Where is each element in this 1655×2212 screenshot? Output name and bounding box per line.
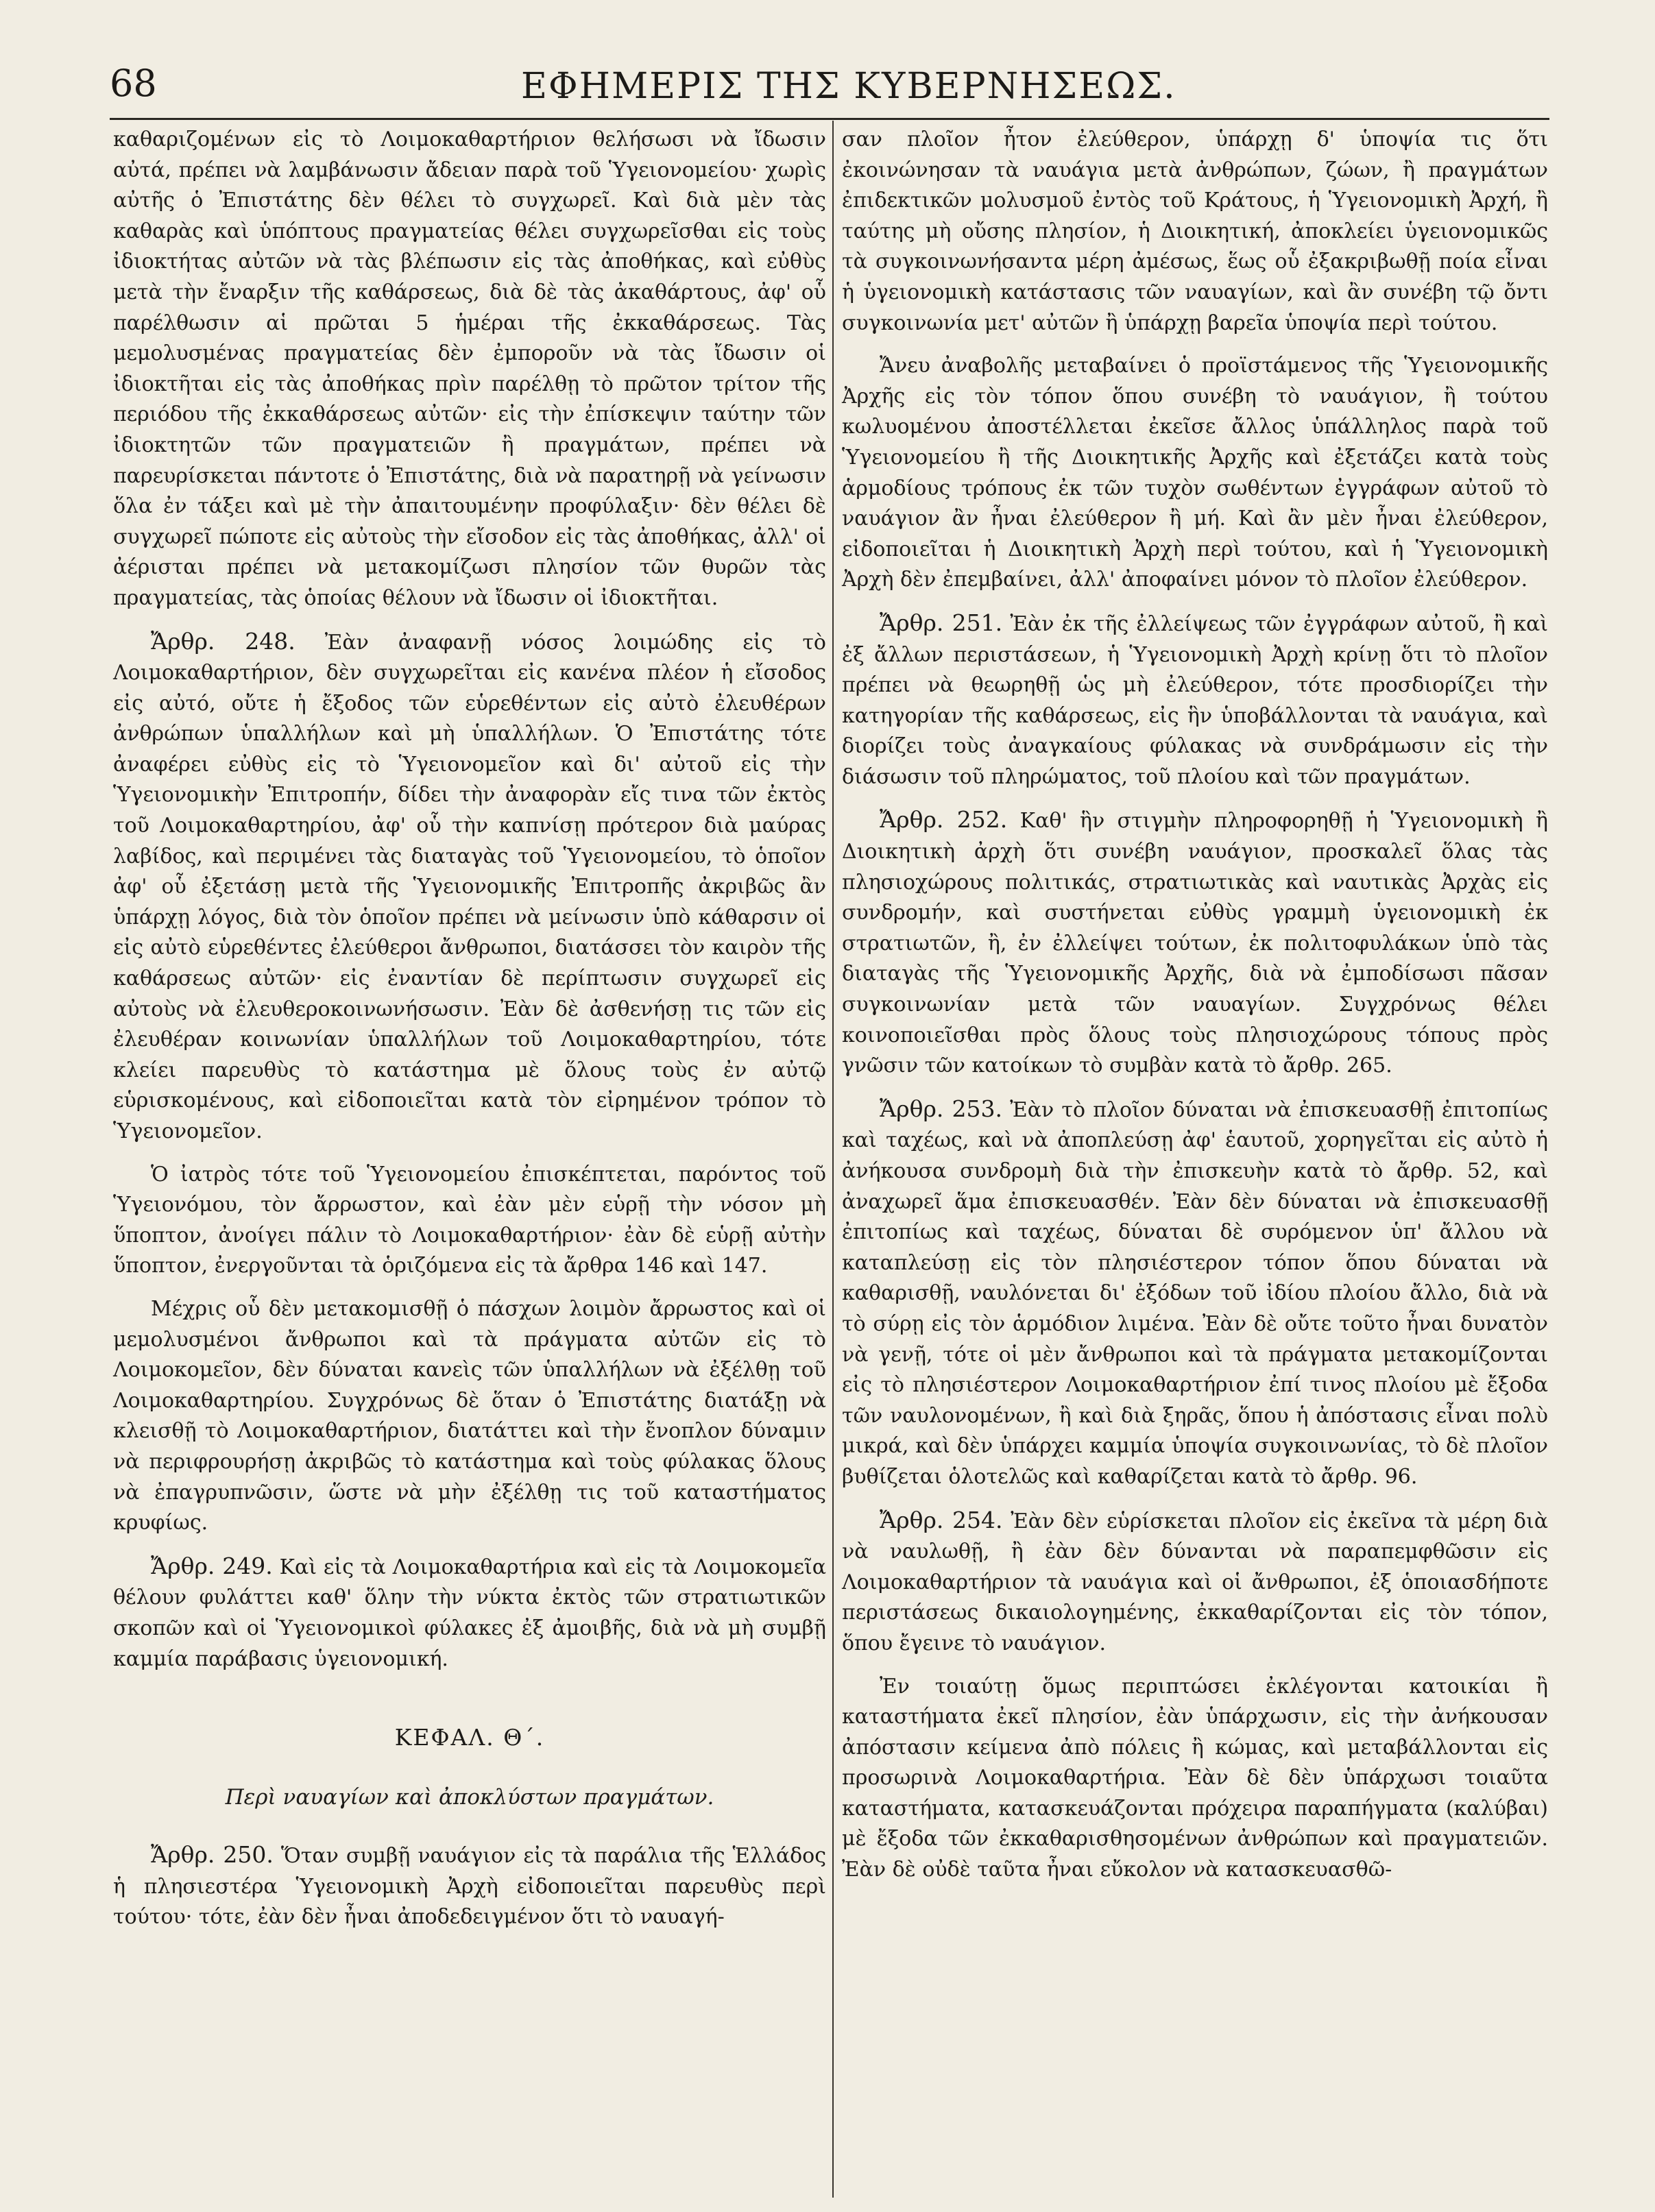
article-248 <box>113 627 826 1147</box>
article-250-text: Ὅταν συμβῇ ναυάγιον εἰς τὰ παράλια τῆς Ἑλλάδος ἡ πλησιεστέρα Ὑγειονομικὴ Ἀρχὴ εἰδοποιεῖται παρευθὺς περὶ τούτου· τότε, ἐὰν δὲν ἦναι ἀποδεδειγμένον ὅτι τὸ ναυαγή- <box>113 1844 826 1930</box>
article-254 <box>842 1505 1548 1660</box>
article-251 <box>842 608 1548 793</box>
header-rule <box>110 118 1549 120</box>
article-253-label: Ἄρθρ. 253. <box>880 1095 1002 1122</box>
left-paragraph-continued: καθαριζομένων εἰς τὸ Λοιμοκαθαρτήριον θελήσωσι νὰ ἴδωσιν αὐτά, πρέπει νὰ λαμβάνωσιν ἄδειαν παρὰ τοῦ Ὑγειονομείου· χωρὶς αὐτῆς ὁ Ἐπιστάτης δὲν θέλει τὸ συγχωρεῖ. Καὶ διὰ μὲν τὰς καθαρὰς καὶ ὑπόπτους πραγματείας θέλει συγχωρεῖσθαι εἰς τοὺς ἰδιοκτήτας αὐτῶν νὰ τὰς βλέπωσιν εἰς τὰς ἀποθήκας, καὶ εὐθὺς μετὰ τὴν ἔναρξιν τῆς καθάρσεως, διὰ δὲ τὰς ἀκαθάρτους, ἀφ' οὗ παρέλθωσιν αἱ πρῶται 5 ἡμέραι τῆς ἐκκαθάρσεως. Τὰς μεμολυσμένας πραγματείας δὲν ἐμποροῦν νὰ τὰς ἴδωσιν οἱ ἰδιοκτῆται εἰς τὰς ἀποθήκας πρὶν παρέλθῃ τὸ πρῶτον τρίτον τῆς περιόδου τῆς ἐκκαθάρσεως αὐτῶν· εἰς τὴν ἐπίσκεψιν ταύτην τῶν ἰδιοκτητῶν τῶν πραγματειῶν ἢ πραγμάτων, πρέπει νὰ παρευρίσκεται πάντοτε ὁ Ἐπιστάτης, διὰ νὰ παρατηρῇ νὰ γείνωσιν ὅλα ἐν τάξει καὶ μὲ τὴν ἀπαιτουμένην προφύλαξιν· δὲν θέλει δὲ συγχωρεῖ πώποτε εἰς αὐτοὺς τὴν εἴσοδον εἰς τὰς ἀποθήκας, ἀλλ' οἱ ἀέρισται πρέπει νὰ μετακομίζωσι πλησίον τῶν θυρῶν τὰς πραγματείας, τὰς ὁποίας θέλουν νὰ ἴδωσιν οἱ ἰδιοκτῆται. <box>113 127 826 610</box>
article-251-text: Ἐὰν ἐκ τῆς ἐλλείψεως τῶν ἐγγράφων αὐτοῦ, ἢ καὶ ἐξ ἄλλων περιστάσεων, ἡ Ὑγειονομικὴ Ἀρχὴ κρίνῃ ὅτι τὸ πλοῖον πρέπει νὰ θεωρηθῇ ὡς μὴ ἐλεύθερον, τότε προσδιορίζει τὴν κατηγορίαν τῆς καθάρσεως, εἰς ἣν ὑποβάλλονται τὰ ναυάγια, καὶ διορίζει τοὺς ἀναγκαίους φύλακας νὰ συνδράμωσιν εἰς τὴν διάσωσιν τοῦ πληρώματος, τοῦ πλοίου καὶ τῶν πραγμάτων. <box>842 611 1549 789</box>
article-252 <box>842 805 1548 1081</box>
chapter-heading: ΚΕΦΑΛ. Θ΄. <box>394 1724 545 1751</box>
running-head-title: ΕΦΗΜΕΡΙΣ ΤΗΣ ΚΥΒΕΡΝΗΣΕΩΣ. <box>521 66 1176 107</box>
article-251-label: Ἄρθρ. 251. <box>880 609 1003 636</box>
article-248-text: Ἐὰν ἀναφανῇ νόσος λοιμώδης εἰς τὸ Λοιμοκαθαρτήριον, δὲν συγχωρεῖται εἰς κανένα πλέον ἡ εἴσοδος εἰς αὐτό, οὔτε ἡ ἔξοδος τῶν εὑρεθέντων εἰς αὐτὸ ἐλευθέρων ἀνθρώπων ὑπαλλήλων καὶ μὴ ὑπαλλήλων. Ὁ Ἐπιστάτης τότε ἀναφέρει εὐθὺς εἰς τὸ Ὑγειονομεῖον καὶ δι' αὐτοῦ εἰς τὴν Ὑγειονομικὴν Ἐπιτροπήν, δίδει τὴν ἀναφορὰν εἴς τινα τῶν ἐκτὸς τοῦ Λοιμοκαθαρτηρίου, ἀφ' οὗ τὴν καπνίσῃ πρότερον διὰ μαύρας λαβίδος, καὶ περιμένει τὰς διαταγὰς τοῦ Ὑγειονομείου, τὸ ὁποῖον ἀφ' οὗ ἐξετάσῃ μετὰ τῆς Ὑγειονομικῆς Ἐπιτροπῆς ἀκριβῶς ἂν ὑπάρχῃ λόγος, διὰ τὸν ὁποῖον πρέπει νὰ μείνωσιν ὑπὸ κάθαρσιν οἱ εἰς αὐτὸ εὑρεθέντες ἐλεύθεροι ἄνθρωποι, διατάσσει τὸν καιρὸν τῆς καθάρσεως αὐτῶν· εἰς ἐναντίαν δὲ περίπτωσιν συγχωρεῖ εἰς αὐτοὺς νὰ ἐλευθεροκοινωνήσωσιν. Ἐὰν δὲ ἀσθενήσῃ τις τῶν εἰς ἐλευθέραν κοινωνίαν ὑπαλλήλων τοῦ Λοιμοκαθαρτηρίου, τότε κλείει παρευθὺς τὸ κατάστημα μὲ ὅλους τοὺς ἐν αὐτῷ εὑρισκομένους, καὶ εἰδοποιεῖται κατὰ τὸν εἰρημένον τρόπον τὸ Ὑγειονομεῖον. <box>113 630 826 1143</box>
article-249-text: Καὶ εἰς τὰ Λοιμοκαθαρτήρια καὶ εἰς τὰ Λοιμοκομεῖα θέλουν φυλάττει καθ' ὅλην τὴν νύκτα ἐκτὸς τῶν στρατιωτικῶν σκοπῶν καὶ οἱ Ὑγειονομικοὶ φύλακες ἐξ ἀμοιβῆς, διὰ νὰ μὴ συμβῇ καμμία παράβασις ὑγειονομική. <box>113 1555 827 1671</box>
right-column <box>842 125 1548 1898</box>
page-number: 68 <box>110 62 157 105</box>
column-divider <box>832 121 834 2198</box>
left-column <box>113 125 826 1945</box>
article-250-label: Ἄρθρ. 250. <box>151 1841 274 1869</box>
article-254-label: Ἄρθρ. 254. <box>880 1506 1003 1533</box>
right-paragraph-inspection: Ἄνευ ἀναβολῆς μεταβαίνει ὁ προϊστάμενος τῆς Ὑγειονομικῆς Ἀρχῆς εἰς τὸν τόπον ὅπου συνέβη τὸ ναυάγιον, ἢ τούτου κωλυομένου ἀποστέλλεται ἐκεῖσε ἄλλος ὑπάλληλος παρὰ τοῦ Ὑγειονομείου ἢ τῆς Διοικητικῆς Ἀρχῆς καὶ ἐξετάζει κατὰ τοὺς ἁρμοδίους τρόπους ἐκ τῶν τυχὸν σωθέντων ἐγγράφων αὐτοῦ τὸ ναυάγιον ἂν ἦναι ἐλεύθερον ἢ μή. Καὶ ἂν μὲν ἦναι ἐλεύθερον, εἰδοποιεῖται ἡ Διοικητικὴ Ἀρχὴ περὶ τούτου, καὶ ἡ Ὑγειονομικὴ Ἀρχὴ δὲν ἐπεμβαίνει, ἀλλ' ἀποφαίνει μόνον τὸ πλοῖον ἐλεύθερον. <box>842 354 1548 592</box>
article-252-label: Ἄρθρ. 252. <box>880 806 1008 834</box>
article-252-text: Καθ' ἣν στιγμὴν πληροφορηθῇ ἡ Ὑγειονομικὴ ἢ Διοικητικὴ ἀρχὴ ὅτι συνέβη ναυάγιον, προσκαλεῖ ὅλας τὰς πλησιοχώρους πολιτικάς, στρατιωτικὰς καὶ ναυτικὰς Ἀρχὰς εἰς συνδρομήν, καὶ συστήνεται εὐθὺς γραμμὴ ὑγειονομικὴ ἐκ στρατιωτῶν, ἢ, ἐν ἐλλείψει τούτων, ἐκ πολιτοφυλάκων ὑπὸ τὰς διαταγὰς τῆς Ὑγειονομικῆς Ἀρχῆς, διὰ νὰ ἐμποδίσωσι πᾶσαν συγκοινωνίαν μετὰ τῶν ναυαγίων. Συγχρόνως θέλει κοινοποιεῖσθαι πρὸς ὅλους τοὺς πλησιοχώρους τόπους πρὸς γνῶσιν τῶν κατοίκων τὸ συμβὰν κατὰ τὸ ἄρθρ. 265. <box>842 809 1548 1078</box>
article-254-text: Ἐὰν δὲν εὑρίσκεται πλοῖον εἰς ἐκεῖνα τὰ μέρη διὰ νὰ ναυλωθῇ, ἢ ἐὰν δὲν δύνανται νὰ παραπεμφθῶσιν εἰς Λοιμοκαθαρτήριον τὰ ναυάγια καὶ οἱ ἄνθρωποι, ἐξ ὁποιασδήποτε περιστάσεως δικαιολογημένης, ἐκκαθαρίζονται εἰς τὸν τόπον, ὅπου ἔγεινε τὸ ναυάγιον. <box>842 1509 1548 1655</box>
article-249 <box>113 1551 826 1675</box>
left-paragraph-transfer: Μέχρις οὗ δὲν μετακομισθῇ ὁ πάσχων λοιμὸν ἄρρωστος καὶ οἱ μεμολυσμένοι ἄνθρωποι καὶ τὰ πράγματα αὐτῶν εἰς τὸ Λοιμοκομεῖον, δὲν δύναται κανεὶς τῶν ὑπαλλήλων νὰ ἐξέλθῃ τοῦ Λοιμοκαθαρτηρίου. Συγχρόνως δὲ ὅταν ὁ Ἐπιστάτης διατάξῃ νὰ κλεισθῇ τὸ Λοιμοκαθαρτήριον, διατάττει καὶ τὴν ἔνοπλον δύναμιν νὰ περιφρουρήσῃ ἀκριβῶς τὸ κατάστημα καὶ τοὺς φύλακας ὅλους νὰ ἐπαγρυπνῶσιν, ὥστε νὰ μὴν ἐξέλθῃ τις τοῦ καταστήματος κρυφίως. <box>113 1296 826 1535</box>
left-paragraph-doctor: Ὁ ἰατρὸς τότε τοῦ Ὑγειονομείου ἐπισκέπτεται, παρόντος τοῦ Ὑγειονόμου, τὸν ἄρρωστον, καὶ ἐὰν μὲν εὑρῇ τὴν νόσον μὴ ὕποπτον, ἀνοίγει πάλιν τὸ Λοιμοκαθαρτήριον· ἐὰν δὲ εὑρῇ αὐτὴν ὕποπτον, ἐνεργοῦνται τὰ ὁριζόμενα εἰς τὰ ἄρθρα 146 καὶ 147. <box>113 1162 826 1278</box>
article-253 <box>842 1094 1548 1493</box>
chapter-subtitle: Περὶ ναυαγίων καὶ ἀποκλύστων πραγμάτων. <box>225 1784 714 1810</box>
right-paragraph-temporary-quarantine: Ἐν τοιαύτῃ ὅμως περιπτώσει ἐκλέγονται κατοικίαι ἢ καταστήματα ἐκεῖ πλησίον, ἐὰν ὑπάρχωσιν, εἰς τὴν ἀνήκουσαν ἀπόστασιν κείμενα ἀπὸ πόλεις ἢ κώμας, καὶ μεταβάλλονται εἰς προσωρινὰ Λοιμοκαθαρτήρια. Ἐὰν δὲ δὲν ὑπάρχωσι τοιαῦτα καταστήματα, κατασκευάζονται πρόχειρα παραπήγματα (καλύβαι) μὲ ἔξοδα τῶν ἐκκαθαρισθησομένων ἀνθρώπων καὶ πραγματειῶν. Ἐὰν δὲ οὐδὲ ταῦτα ἦναι εὔκολον νὰ κατασκευασθῶ- <box>842 1674 1548 1882</box>
article-250 <box>113 1840 826 1933</box>
right-paragraph-continued: σαν πλοῖον ἦτον ἐλεύθερον, ὑπάρχῃ δ' ὑποψία τις ὅτι ἐκοινώνησαν τὰ ναυάγια μετὰ ἀνθρώπων, ζώων, ἢ πραγμάτων ἐπιδεκτικῶν μολυσμοῦ ἐντὸς τοῦ Κράτους, ἡ Ὑγειονομικὴ Ἀρχή, ἢ ταύτης μὴ οὔσης πλησίον, ἡ Διοικητική, ἀποκλείει ὑγειονομικῶς τὰ συγκοινωνήσαντα μέρη ἀμέσως, ἕως οὗ ἐξακριβωθῇ ποία εἶναι ἡ ὑγειονομικὴ κατάστασις τῶν ναυαγίων, καὶ ἂν συνέβη τῷ ὄντι συγκοινωνία μετ' αὐτῶν ἢ ὑπάρχῃ βαρεῖα ὑποψία περὶ τούτου. <box>842 127 1548 335</box>
article-249-label: Ἄρθρ. 249. <box>151 1552 273 1579</box>
article-253-text: Ἐὰν τὸ πλοῖον δύναται νὰ ἐπισκευασθῇ ἐπιτοπίως καὶ ταχέως, καὶ νὰ ἀποπλεύσῃ ἀφ' ἑαυτοῦ, χορηγεῖται εἰς αὐτὸ ἡ ἀνήκουσα συνδρομὴ διὰ τὴν ἐπισκευὴν κατὰ τὸ ἄρθρ. 52, καὶ ἀναχωρεῖ ἅμα ἐπισκευασθέν. Ἐὰν δὲν δύναται νὰ ἐπισκευασθῇ ἐπιτοπίως καὶ ταχέως, δύναται δὲ συρόμενον ὑπ' ἄλλου νὰ καταπλεύσῃ εἰς τὸν πλησιέστερον τόπον ὅπου δύναται νὰ καθαρισθῇ, ναυλόνεται δι' ἐξόδων τοῦ ἰδίου πλοίου ἄλλο, διὰ νὰ τὸ σύρῃ εἰς τὸν ἁρμόδιον λιμένα. Ἐὰν δὲ οὔτε τοῦτο ἦναι δυνατὸν νὰ γενῇ, τότε οἱ μὲν ἄνθρωποι καὶ τὰ πράγματα μετακομίζονται εἰς τὸ πλησιέστερον Λοιμοκαθαρτήριον ἐπί τινος πλοίου μὲ ἔξοδα τῶν ναυλονομένων, ἢ καὶ διὰ ξηρᾶς, ὅπου ἡ ἀπόστασις εἶναι πολὺ μικρά, καὶ δὲν ὑπάρχει καμμία ὑποψία συγκοινωνίας, τὸ δὲ πλοῖον βυθίζεται ὁλοτελῶς καὶ καθαρίζεται κατὰ τὸ ἄρθρ. 96. <box>842 1097 1548 1489</box>
article-248-label: Ἄρθρ. 248. <box>151 627 295 655</box>
